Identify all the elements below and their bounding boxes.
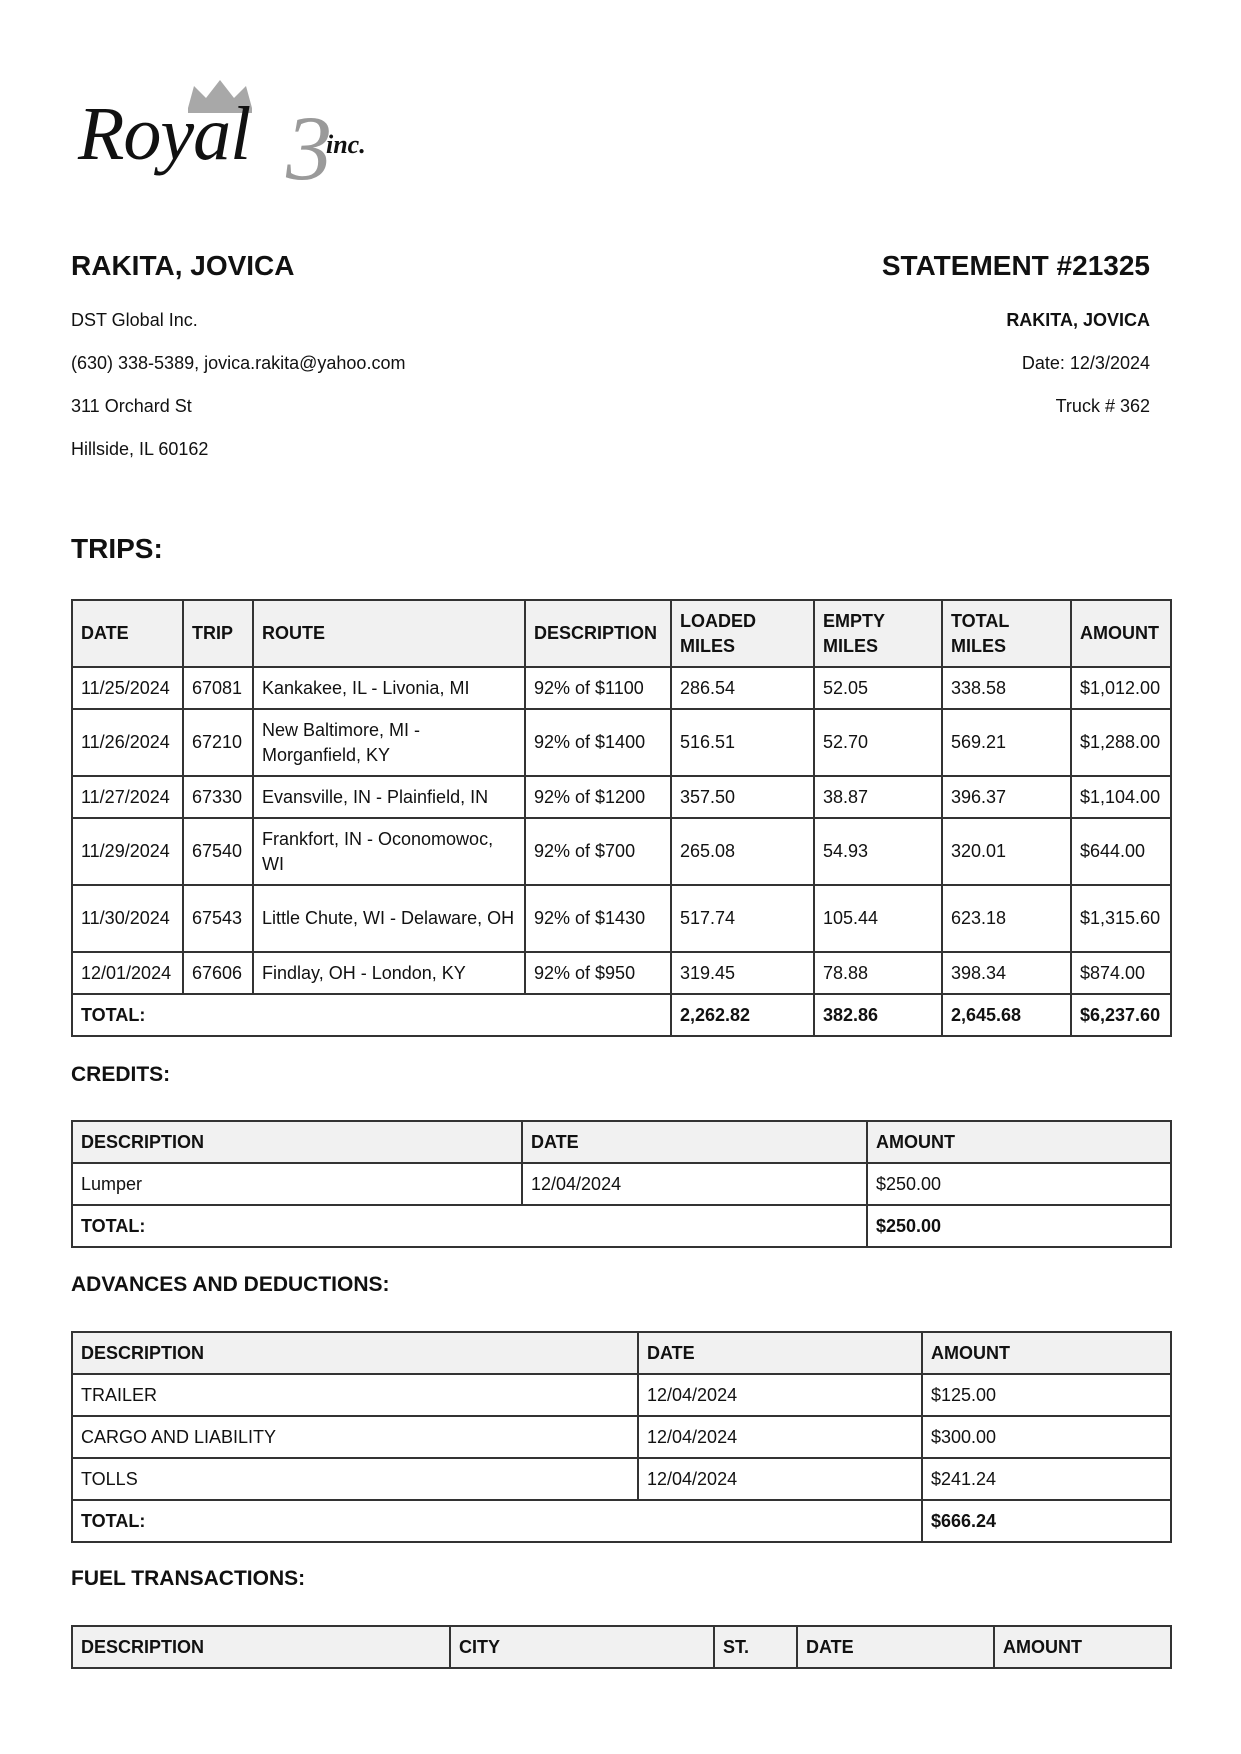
table-cell: 11/30/2024 <box>72 885 183 952</box>
table-cell: 92% of $700 <box>525 818 671 885</box>
table-cell: $250.00 <box>867 1163 1171 1205</box>
table-cell: 516.51 <box>671 709 814 776</box>
company-logo <box>78 78 388 199</box>
total-amount: $666.24 <box>922 1500 1171 1542</box>
table-cell: CARGO AND LIABILITY <box>72 1416 638 1458</box>
table-row <box>72 818 1171 885</box>
table-cell: $241.24 <box>922 1458 1171 1500</box>
table-cell: Lumper <box>72 1163 522 1205</box>
table-cell: 11/25/2024 <box>72 667 183 709</box>
table-cell: 67210 <box>183 709 253 776</box>
address-line-2: Hillside, IL 60162 <box>71 439 209 459</box>
table-row <box>72 1374 1171 1416</box>
table-cell: 92% of $950 <box>525 952 671 994</box>
table-cell: Little Chute, WI - Delaware, OH <box>253 885 525 952</box>
total-label: TOTAL: <box>72 1205 867 1247</box>
column-header: CITY <box>450 1626 714 1668</box>
total-loaded-miles: 2,262.82 <box>671 994 814 1036</box>
table-cell: $644.00 <box>1071 818 1171 885</box>
fuel-title: FUEL TRANSACTIONS: <box>71 1567 306 1590</box>
table-cell: 396.37 <box>942 776 1071 818</box>
statement-driver-name: RAKITA, JOVICA <box>1006 310 1150 330</box>
table-cell: 92% of $1200 <box>525 776 671 818</box>
column-header: ROUTE <box>253 600 525 667</box>
column-header: DATE <box>522 1121 867 1163</box>
column-header: TOTAL MILES <box>942 600 1071 667</box>
address-line-1: 311 Orchard St <box>71 396 192 416</box>
table-cell: 12/01/2024 <box>72 952 183 994</box>
table-cell: $1,104.00 <box>1071 776 1171 818</box>
table-header-row <box>72 1121 1171 1163</box>
table-cell: $1,315.60 <box>1071 885 1171 952</box>
table-cell: 105.44 <box>814 885 942 952</box>
table-cell: 67540 <box>183 818 253 885</box>
total-row <box>72 1205 1171 1247</box>
column-header: DESCRIPTION <box>72 1121 522 1163</box>
table-cell: 398.34 <box>942 952 1071 994</box>
total-amount: $250.00 <box>867 1205 1171 1247</box>
table-cell: $1,288.00 <box>1071 709 1171 776</box>
table-cell: 517.74 <box>671 885 814 952</box>
table-cell: New Baltimore, MI - Morganfield, KY <box>253 709 525 776</box>
table-cell: 319.45 <box>671 952 814 994</box>
fuel-table <box>71 1625 1172 1669</box>
table-cell: 320.01 <box>942 818 1071 885</box>
statement-date: Date: 12/3/2024 <box>1021 353 1150 373</box>
table-cell: 67330 <box>183 776 253 818</box>
table-row <box>72 1416 1171 1458</box>
table-cell: 67606 <box>183 952 253 994</box>
column-header: ST. <box>714 1626 797 1668</box>
table-cell: 11/26/2024 <box>72 709 183 776</box>
table-cell: 12/04/2024 <box>522 1163 867 1205</box>
advances-table <box>71 1331 1172 1543</box>
truck-number: Truck # 362 <box>1055 396 1150 416</box>
table-cell: 623.18 <box>942 885 1071 952</box>
column-header: DESCRIPTION <box>72 1332 638 1374</box>
table-header-row <box>72 600 1171 667</box>
column-header: LOADED MILES <box>671 600 814 667</box>
table-cell: 92% of $1400 <box>525 709 671 776</box>
table-cell: 67543 <box>183 885 253 952</box>
column-header: DATE <box>797 1626 994 1668</box>
table-cell: 11/27/2024 <box>72 776 183 818</box>
table-row <box>72 709 1171 776</box>
table-header-row <box>72 1626 1171 1668</box>
table-cell: 78.88 <box>814 952 942 994</box>
table-cell: Frankfort, IN - Oconomowoc, WI <box>253 818 525 885</box>
table-cell: 286.54 <box>671 667 814 709</box>
table-row <box>72 1458 1171 1500</box>
table-cell: $874.00 <box>1071 952 1171 994</box>
table-row <box>72 952 1171 994</box>
statement-title: STATEMENT #21325 <box>881 250 1150 281</box>
table-cell: Evansville, IN - Plainfield, IN <box>253 776 525 818</box>
table-cell: 54.93 <box>814 818 942 885</box>
table-row <box>72 776 1171 818</box>
advances-title: ADVANCES AND DEDUCTIONS: <box>71 1273 390 1296</box>
table-cell: Kankakee, IL - Livonia, MI <box>253 667 525 709</box>
column-header: AMOUNT <box>1071 600 1171 667</box>
column-header: AMOUNT <box>867 1121 1171 1163</box>
logo-number: 3 <box>286 97 332 199</box>
table-cell: $125.00 <box>922 1374 1171 1416</box>
column-header: DATE <box>72 600 183 667</box>
table-row <box>72 1163 1171 1205</box>
table-cell: 12/04/2024 <box>638 1374 922 1416</box>
table-cell: 265.08 <box>671 818 814 885</box>
table-cell: 11/29/2024 <box>72 818 183 885</box>
table-cell: 92% of $1100 <box>525 667 671 709</box>
total-miles: 2,645.68 <box>942 994 1071 1036</box>
table-cell: 52.05 <box>814 667 942 709</box>
table-cell: 12/04/2024 <box>638 1458 922 1500</box>
table-cell: Findlay, OH - London, KY <box>253 952 525 994</box>
logo-script-text: Royal <box>78 92 251 176</box>
total-label: TOTAL: <box>72 1500 922 1542</box>
column-header: DATE <box>638 1332 922 1374</box>
total-amount: $6,237.60 <box>1071 994 1171 1036</box>
total-empty-miles: 382.86 <box>814 994 942 1036</box>
table-cell: 12/04/2024 <box>638 1416 922 1458</box>
table-cell: 67081 <box>183 667 253 709</box>
contact-info: (630) 338-5389, jovica.rakita@yahoo.com <box>71 353 406 373</box>
table-cell: $300.00 <box>922 1416 1171 1458</box>
column-header: DESCRIPTION <box>72 1626 450 1668</box>
total-row <box>72 994 1171 1036</box>
column-header: AMOUNT <box>994 1626 1171 1668</box>
table-cell: 357.50 <box>671 776 814 818</box>
logo-suffix: inc. <box>326 130 366 159</box>
table-cell: $1,012.00 <box>1071 667 1171 709</box>
table-cell: 52.70 <box>814 709 942 776</box>
table-cell: 38.87 <box>814 776 942 818</box>
column-header: EMPTY MILES <box>814 600 942 667</box>
driver-name: RAKITA, JOVICA <box>71 250 295 281</box>
column-header: TRIP <box>183 600 253 667</box>
table-cell: TOLLS <box>72 1458 638 1500</box>
table-row <box>72 667 1171 709</box>
credits-table <box>71 1120 1172 1248</box>
table-cell: 338.58 <box>942 667 1071 709</box>
table-cell: 92% of $1430 <box>525 885 671 952</box>
column-header: AMOUNT <box>922 1332 1171 1374</box>
total-row <box>72 1500 1171 1542</box>
table-header-row <box>72 1332 1171 1374</box>
company-name: DST Global Inc. <box>71 310 198 330</box>
trips-table <box>71 599 1172 1037</box>
table-cell: TRAILER <box>72 1374 638 1416</box>
table-row <box>72 885 1171 952</box>
column-header: DESCRIPTION <box>525 600 671 667</box>
table-cell: 569.21 <box>942 709 1071 776</box>
trips-title: TRIPS: <box>71 533 163 564</box>
credits-title: CREDITS: <box>71 1063 171 1086</box>
total-label: TOTAL: <box>72 994 671 1036</box>
